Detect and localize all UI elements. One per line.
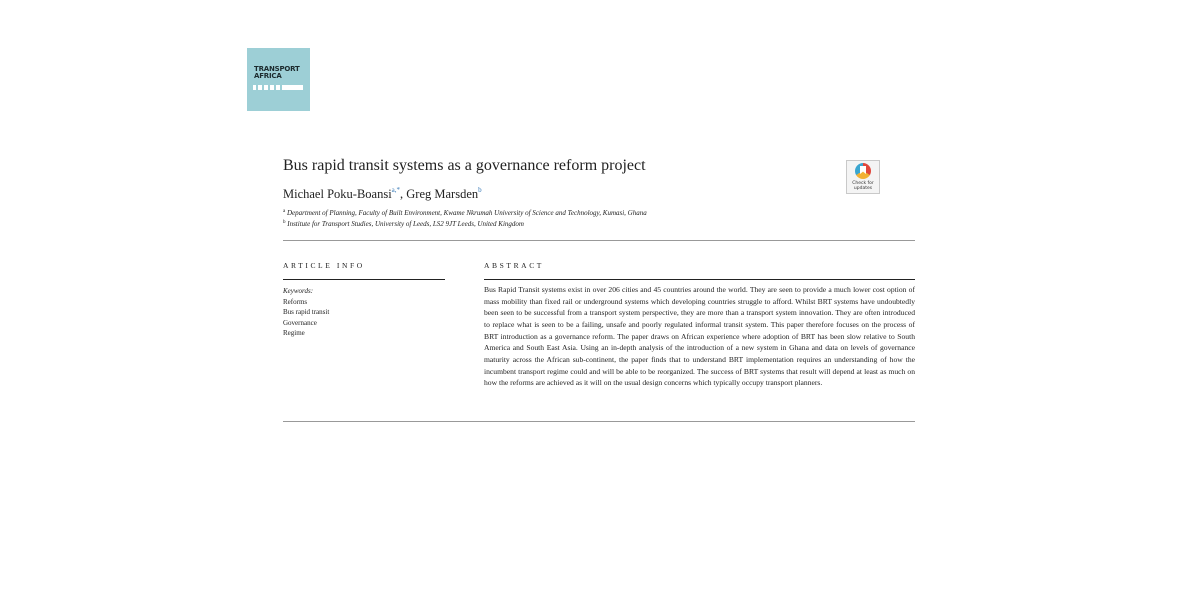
affiliation-mark: a (283, 209, 286, 214)
author-name[interactable]: Michael Poku-Boansi (283, 187, 392, 201)
affiliation (283, 220, 524, 228)
author-separator: , (400, 187, 407, 201)
affiliation-mark: b (283, 220, 286, 225)
journal-logo-text: TRANSPORT AFRICA (254, 65, 300, 80)
check-for-updates-label: Check for updates (852, 181, 874, 191)
bookmark-icon (855, 163, 871, 179)
keyword-item: Bus rapid transit (283, 308, 330, 316)
divider (484, 279, 915, 280)
divider (283, 240, 915, 241)
affiliation-text: Department of Planning, Faculty of Built Environment, Kwame Nkrumah University of Science and Technology, Kumasi, Ghana (286, 209, 647, 217)
keyword-item: Regime (283, 329, 305, 337)
article-info-heading: ARTICLE INFO (283, 261, 365, 270)
affiliation-text: Institute for Transport Studies, University of Leeds, LS2 9JT Leeds, United Kingdom (287, 220, 524, 228)
check-for-updates-button[interactable] (846, 160, 880, 194)
author-affiliation-marks[interactable]: a,* (391, 186, 401, 194)
affiliation (283, 209, 647, 217)
keywords-list (283, 286, 329, 339)
keywords-label: Keywords: (283, 287, 314, 295)
abstract-heading: ABSTRACT (484, 261, 544, 270)
journal-logo[interactable] (247, 48, 310, 111)
logo-stripe-ticks (256, 85, 282, 90)
author-name[interactable]: Greg Marsden (406, 187, 479, 201)
divider (283, 279, 445, 280)
article-title: Bus rapid transit systems as a governance reform project (283, 157, 646, 174)
author-affiliation-marks[interactable]: b (478, 186, 482, 194)
keyword-item: Reforms (283, 297, 308, 306)
divider (283, 421, 915, 422)
author-list (283, 186, 482, 202)
abstract-text: Bus Rapid Transit systems exist in over 206 cities and 45 countries around the world. They are seen to provide a much lower cost option of mass mobility than fixed rail or underground systems which developing countries struggle to afford. Whilst BRT systems have undoubtedly been seen to be successful from a transport system perspective, they are more than a transport system innovation. They are often introduced to replace what is seen to be a failing, unsafe and poorly regulated informal transit system. This paper therefore focuses on the process of BRT introduction as a governance reform. The paper draws on African experience where adoption of BRT has been slow relative to South America and South East Asia. Using an in-depth analysis of the introduction of a new system in Ghana and data on levels of governance maturity across the African sub-continent, the paper finds that to understand BRT implementation requires an understanding of how the incumbent transport regime could and will be able to be reorganized. The success of BRT systems that result will depend at least as much on how the reforms are achieved as it will on the usual design concerns which typically occupy transport planners. (484, 285, 915, 388)
keyword-item: Governance (283, 318, 317, 327)
